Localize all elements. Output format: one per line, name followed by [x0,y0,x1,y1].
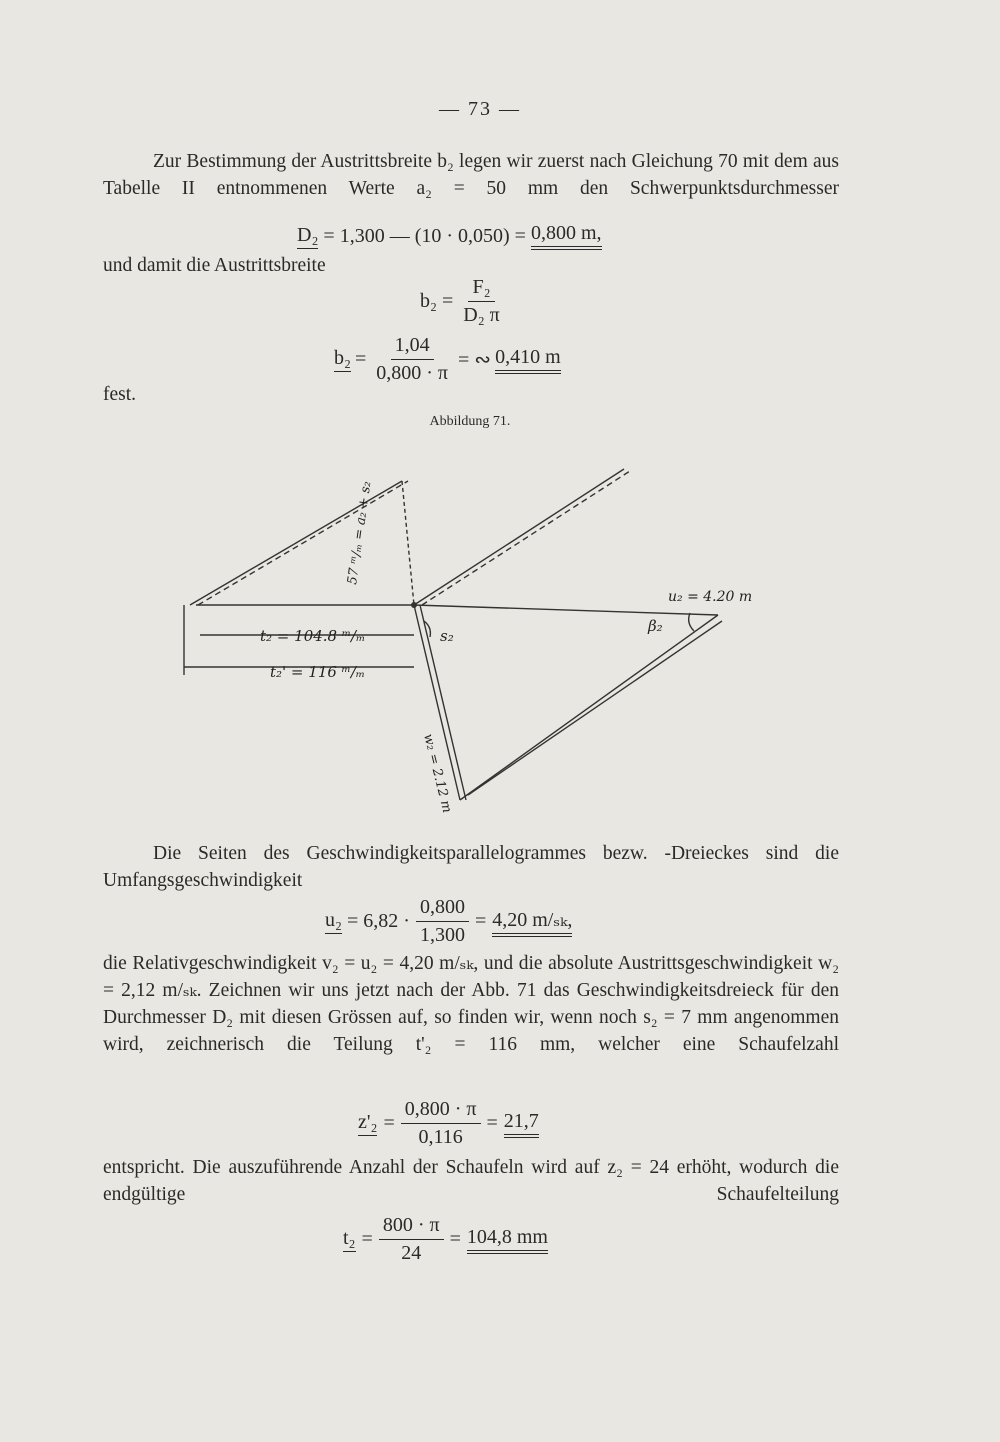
equation-d2 [297,222,602,250]
eq-u2-mid: = 6,82 · [341,910,410,932]
text-fest: fest. [103,384,137,405]
eq-b2-fraction [459,276,504,327]
eq-t2-lhs: t₂ [343,1227,356,1252]
eq-b2v-den: 0,800 · π [376,362,449,384]
eq-z2-result: 21,7 [504,1110,539,1138]
eq-b2v-fraction [372,334,452,385]
eq-t2-den: 24 [401,1242,422,1264]
equation-b2-value [334,334,561,385]
eq-b2v-eq: = [354,348,367,370]
equation-u2 [325,896,572,947]
eq-b2v-approx: = ∾ [458,349,492,371]
eq-d2-mid: = 1,300 — (10 · 0,050) = [318,224,531,247]
label-u2: u₂ = 4.20 m [668,589,753,605]
eq-b2-lhs: b₂ = [420,290,454,312]
label-height: 57 ᵐ/ₘ = a₂ + s₂ [345,480,375,586]
eq-b2v-lhs: b₂ [334,347,351,372]
equation-t2 [343,1214,548,1265]
u2-vector [414,605,718,615]
eq-u2-lhs: u₂ [325,909,342,934]
eq-z2-eq: = [383,1112,395,1134]
eq-u2-result: 4,20 m/ₛₖ, [492,907,572,937]
label-s2: s₂ [440,627,454,645]
paragraph-entspricht: entspricht. Die auszuführende Anzahl der Schaufeln wird auf z₂ = 24 erhöht, wodurch die endgültige Schaufelteilung [103,1157,839,1205]
eq-t2-fraction [379,1214,444,1265]
label-t2prime: t₂' = 116 ᵐ/ₘ [270,663,366,681]
eq-z2-eq2: = [486,1112,498,1134]
relative-velocity-line-2 [468,621,722,795]
eq-z2-lhs: z'₂ [358,1111,377,1136]
paragraph-relativgeschwindigkeit: die Relativgeschwindigkeit v₂ = u₂ = 4,20 m/ₛₖ, und die absolute Austrittsgeschwindigkeit w₂ = 2,12 m/ₛₖ. Zeichnen wir uns jetzt nach der Abb. 71 das Geschwindigkeitsdreieck für den Durchmesser D₂ mit diesen Grössen auf, so finden wir, wenn noch s₂ = 7 mm angenommen wird, zeichnerisch die Teilung t'₂ = 116 mm, welcher eine Schaufelzahl [103,953,839,1055]
eq-u2-fraction [416,896,469,947]
eq-d2-lhs: D₂ [297,224,318,249]
blade-right-outer [414,469,624,605]
label-beta2: β₂ [648,617,663,635]
beta2-arc [689,613,694,631]
eq-u2-den: 1,300 [419,924,465,946]
equation-b2-formula [420,276,510,327]
eq-z2-den: 0,116 [418,1126,463,1148]
figure-caption: Abbildung 71. [429,414,511,429]
eq-u2-eq: = [474,910,487,932]
pivot-point [411,602,417,608]
paragraph-seiten: Die Seiten des Geschwindigkeitsparallelogrammes bezw. -Dreieckes sind die Umfangsgeschwindigkeit [103,843,839,891]
eq-b2v-result: 0,410 m [495,346,561,374]
eq-t2-result: 104,8 mm [467,1226,548,1254]
eq-b2v-num: 1,04 [391,334,434,360]
blade-right-dashed [422,471,630,605]
eq-t2-eq2: = [449,1228,461,1250]
eq-b2-den: D₂ π [463,304,500,326]
eq-u2-num: 0,800 [416,896,469,922]
equation-z2prime [358,1098,539,1149]
eq-t2-num: 800 · π [379,1214,444,1240]
eq-b2-num: F₂ [468,276,494,302]
page-number: — 73 — [439,98,521,120]
eq-d2-result: 0,800 m, [531,222,602,250]
blade-left-dashed [198,481,408,605]
relative-velocity-line [460,615,718,800]
eq-t2-eq: = [361,1228,373,1250]
paragraph-damit: und damit die Austrittsbreite [103,255,326,276]
height-dimension [402,481,414,605]
eq-z2-fraction [401,1098,481,1149]
label-t2: t₂ = 104.8 ᵐ/ₘ [260,627,366,645]
eq-z2-num: 0,800 · π [401,1098,481,1124]
paragraph-austrittsbreite: Zur Bestimmung der Austrittsbreite b₂ legen wir zuerst nach Gleichung 70 mit dem aus Tabelle II entnommenen Werte a₂ = 50 mm den Schwerpunktsdurchmesser [103,151,839,199]
label-w2: w₂ = 2.12 m [420,732,455,815]
velocity-triangle-diagram [170,445,790,825]
